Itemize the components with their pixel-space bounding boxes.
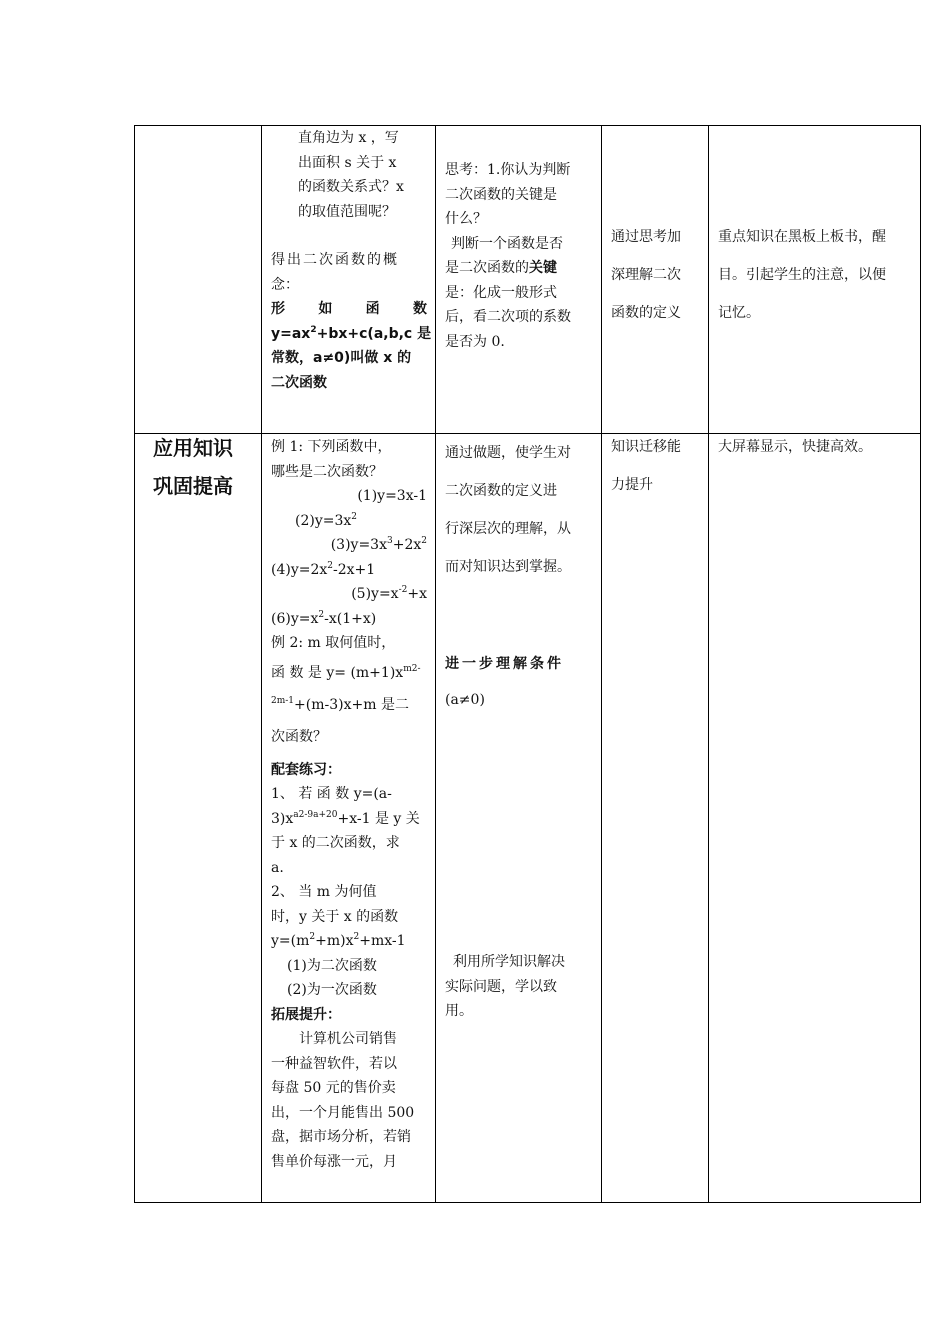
row1-design-intent: 通过思考加 深理解二次 函数的定义 [611, 229, 681, 321]
column-border-3 [435, 125, 436, 1203]
column-border-5 [708, 125, 709, 1203]
row1-student-activity: 思考：1.你认为判断 二次函数的关键是 什么？ 判断一个函数是否 是二次函数的关键 是：化成一般形式 后，看二次项的系数 是否为 0. [445, 162, 571, 350]
row2-application-note: 利用所学知识解决 实际问题，学以致 用。 [445, 954, 565, 1019]
column-border-4 [601, 125, 602, 1203]
quadratic-formula: $y=ax^2+bx+c(a,b,c$ 是 [271, 324, 432, 342]
row1-teaching-content: 直角边为 x ，写 出面积 s 关于 x 的函数关系式？x 的取值范围呢？ 得出二次函数的概 念： 形 如 函 数 $y=ax^2+bx+c(a,b,c$ 是 常数，a≠0)叫做 x 的 二次函数 [271, 130, 432, 391]
row2-notes: 大屏幕显示，快捷高效。 [718, 439, 872, 455]
table-bottom-border [134, 1202, 921, 1203]
column-border-1 [134, 125, 135, 1203]
column-border-6 [920, 125, 921, 1203]
row2-student-activity: 通过做题，使学生对 二次函数的定义进 行深层次的理解，从 而对知识达到掌握。 进一步理解条件 (a≠0) [445, 445, 571, 708]
row2-teaching-content: 例 1: 下列函数中， 哪些是二次函数？ (1)y=3x-1 $(2)y=3x^2$ $(3)y=3x^3+2x^2$ $(4)y=2x^2-2x+1$ $(5)y=x^{-2}+x$ $(6)y=x^2-x(1+x)$ 例 2: m 取何值时， 函 数 是 $y= (m+1)x^{m2-}$ $^{2m-1}$+(m-3)x+m 是二 次函数？ 配套练习： 1、 若 函 数 y=(a- $3)x^{a2-9a+20}+x-1$ 是 y 关 于 x 的二次函数，求 a. 2、 当 m 为何值 时，y 关于 x 的函数 $y=(m^2+m)x^2+mx-1$ (1)为二次函数 (2)为一次函数 拓展提升： 计算机公司销售 一种益智软件，若以 每盘 50 元的售价卖 出，一个月能售出 500 盘，据市场分析，若销 售单价每涨一元，月 [271, 439, 427, 1170]
row2-stage-title: 应用知识 巩固提高 [153, 436, 233, 498]
column-border-2 [261, 125, 262, 1203]
row2-design-intent: 知识迁移能 力提升 [611, 439, 681, 493]
row1-notes: 重点知识在黑板上板书，醒 目。引起学生的注意，以便 记忆。 [718, 229, 886, 321]
definition-spread-line: 形 如 函 数 [271, 301, 427, 317]
table-top-border [134, 125, 921, 126]
